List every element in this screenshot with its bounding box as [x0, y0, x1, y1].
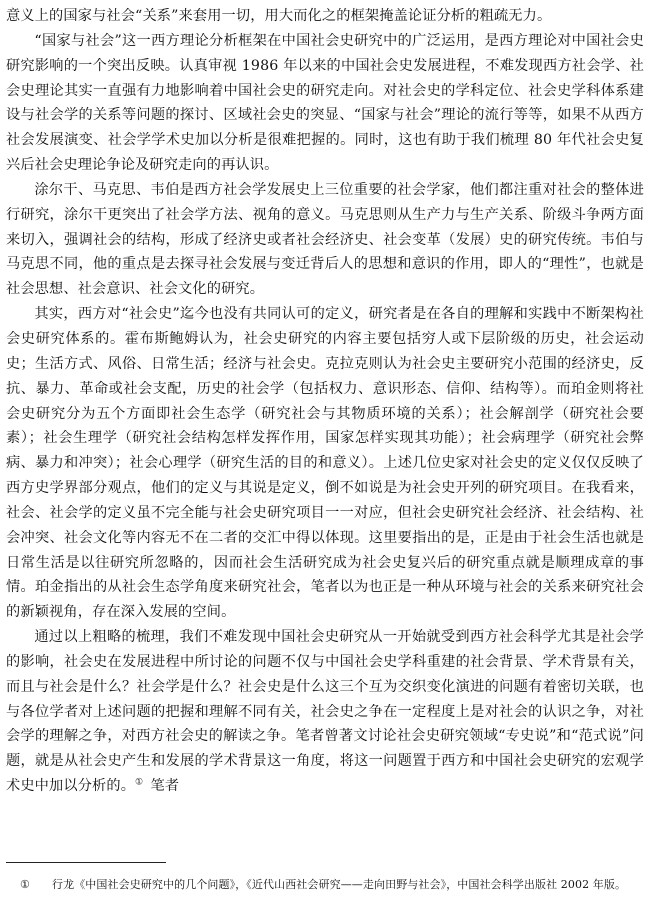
paragraph-text: 通过以上粗略的梳理，我们不难发现中国社会史研究从一开始就受到西方社会科学尤其是社会学的影响，社会史在发展进程中所讨论的问题不仅与中国社会史学科重建的社会背景、学术背景有关，而且与社会是什么？社会学是什么？社会史是什么这三个互为交织变化演进的问题有着密切关联，也与各位学者对上述问题的把握和理解不同有关，社会史之争在一定程度上是对社会的认识之争，对社会学的理解之争，对西方社会史的解读之争。笔者曾著文讨论社会史研究领域“专史说”和“范式说”问题，就是从社会史产生和发展的学术背景这一角度，将这一问题置于西方和中国社会史研究的宏观学术史中加以分析的。: [6, 629, 644, 795]
body-text: [6, 4, 644, 799]
paragraph: “国家与社会”这一西方理论分析框架在中国社会史研究中的广泛运用，是西方理论对中国社会史研究影响的一个突出反映。认真审视 1986 年以来的中国社会史发展进程，不难发现西方社会学、社会史理论其实一直强有力地影响着中国社会史的研究走向。对社会史的学科定位、社会史学科体系建设与社会学的关系等问题的探讨、区域社会史的突显、“国家与社会”理论的流行等等，如果不从西方社会发展演变、社会学学术史加以分析是很难把握的。同时，这也有助于我们梳理 80 年代社会史复兴后社会史理论争论及研究走向的再认识。: [6, 32, 644, 174]
footnote-divider: [6, 862, 166, 863]
footnote-text: 行龙《中国社会史研究中的几个问题》，《近代山西社会研究——走向田野与社会》，中国社会科学出版社 2002 年版。: [52, 878, 627, 891]
footnote-marker: ①: [20, 878, 30, 891]
footnote: [6, 875, 642, 894]
footnote-reference[interactable]: ①: [135, 777, 144, 788]
paragraph: 其实，西方对“社会史”迄今也没有共同认可的定义，研究者是在各自的理解和实践中不断架构社会史研究体系的。霍布斯鲍姆认为，社会史研究的内容主要包括穷人或下层阶级的历史，社会运动史；生活方式、风俗、日常生活；经济与社会史。克拉克则认为社会史主要研究小范围的经济史，反抗、暴力、革命或社会支配，历史的社会学（包括权力、意识形态、信仰、结构等）。而珀金则将社会史研究分为五个方面即社会生态学（研究社会与其物质环境的关系）；社会解剖学（研究社会要素）；社会生理学（研究社会结构怎样发挥作用，国家怎样实现其功能）；社会病理学（研究社会弊病、暴力和冲突）；社会心理学（研究生活的目的和意义）。上述几位史家对社会史的定义仅仅反映了西方史学界部分观点，他们的定义与其说是定义，倒不如说是为社会史开列的研究项目。在我看来，社会、社会学的定义虽不完全能与社会史研究项目一一对应，但社会史研究社会经济、社会结构、社会冲突、社会文化等内容无不在二者的交汇中得以体现。这里要指出的是，正是由于社会生活也就是日常生活是以往研究所忽略的，因而社会生活研究成为社会史复兴后的研究重点就是顺理成章的事情。珀金指出的从社会生态学角度来研究社会，笔者以为也正是一种从环境与社会的关系来研究社会的新颖视角，存在深入发展的空间。: [6, 306, 644, 621]
paragraph: 涂尔干、马克思、韦伯是西方社会学发展史上三位重要的社会学家，他们都注重对社会的整体进行研究，涂尔干更突出了社会学方法、视角的意义。马克思则从生产力与生产关系、阶级斗争两方面来切入，强调社会的结构，形成了经济史或者社会经济史、社会变革（发展）史的研究传统。韦伯与马克思不同，他的重点是去探寻社会发展与变迁背后人的思想和意识的作用，即人的“理性”，也就是社会思想、社会意识、社会文化的研究。: [6, 181, 644, 298]
paragraph-last: [6, 625, 644, 799]
paragraph-trailing-text: 笔者: [150, 778, 180, 795]
paragraph-continued: 意义上的国家与社会“关系”来套用一切，用大而化之的框架掩盖论证分析的粗疏无力。: [6, 8, 552, 24]
